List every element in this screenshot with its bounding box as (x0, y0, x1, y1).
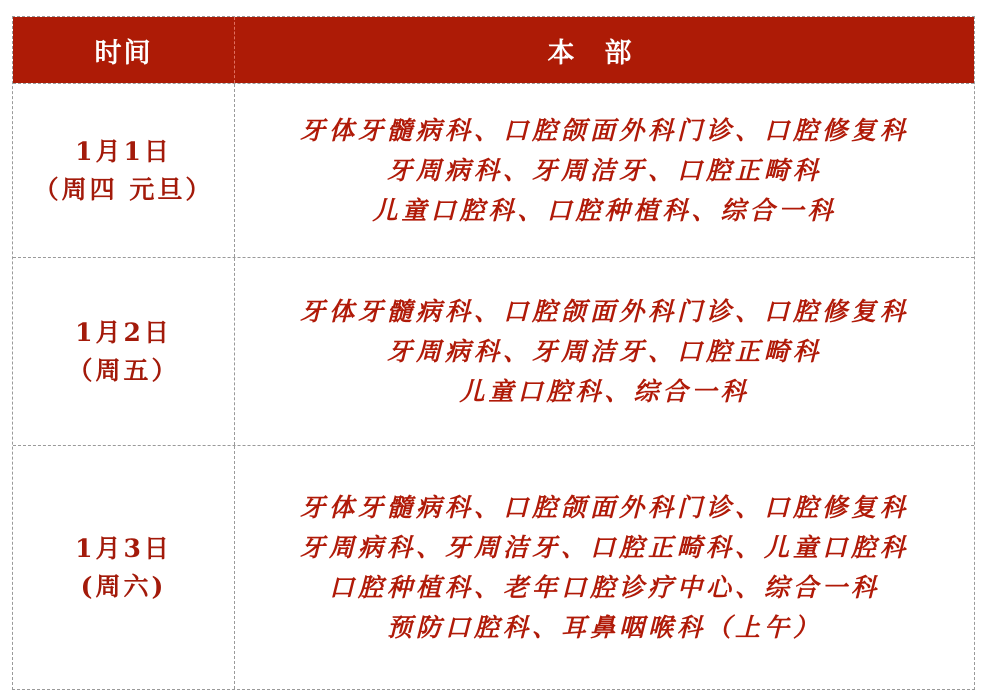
dept-line: 儿童口腔科、口腔种植科、综合一科 (372, 195, 837, 225)
day-text: (周六) (80, 571, 167, 601)
dept-cell (235, 84, 974, 257)
header-time: 时间 (13, 17, 235, 83)
date-cell (13, 84, 235, 257)
dept-line: 牙体牙髓病科、口腔颌面外科门诊、口腔修复科 (299, 492, 909, 522)
dept-line: 牙体牙髓病科、口腔颌面外科门诊、口腔修复科 (299, 296, 909, 326)
date-cell (13, 258, 235, 445)
date-text: 1月1日 (75, 136, 172, 166)
dept-line: 儿童口腔科、综合一科 (459, 376, 750, 406)
date-cell (13, 446, 235, 689)
dept-line: 牙周病科、牙周洁牙、口腔正畸科 (386, 336, 822, 366)
schedule-table (12, 16, 975, 690)
date-text: 1月2日 (75, 317, 172, 347)
dept-cell (235, 446, 974, 689)
dept-cell (235, 258, 974, 445)
dept-line: 牙周病科、牙周洁牙、口腔正畸科、儿童口腔科 (299, 532, 909, 562)
dept-line: 牙周病科、牙周洁牙、口腔正畸科 (386, 155, 822, 185)
dept-line: 牙体牙髓病科、口腔颌面外科门诊、口腔修复科 (299, 115, 909, 145)
day-text: （周五） (67, 355, 180, 385)
dept-line: 口腔种植科、老年口腔诊疗中心、综合一科 (328, 572, 880, 602)
header-dept: 本部 (547, 37, 662, 69)
table-row (13, 83, 974, 257)
dept-line: 预防口腔科、耳鼻咽喉科（上午） (386, 612, 822, 642)
date-text: 1月3日 (75, 533, 172, 563)
day-text: （周四 元旦） (33, 174, 214, 204)
table-row (13, 257, 974, 445)
table-row (13, 445, 974, 689)
table-header (13, 17, 974, 83)
